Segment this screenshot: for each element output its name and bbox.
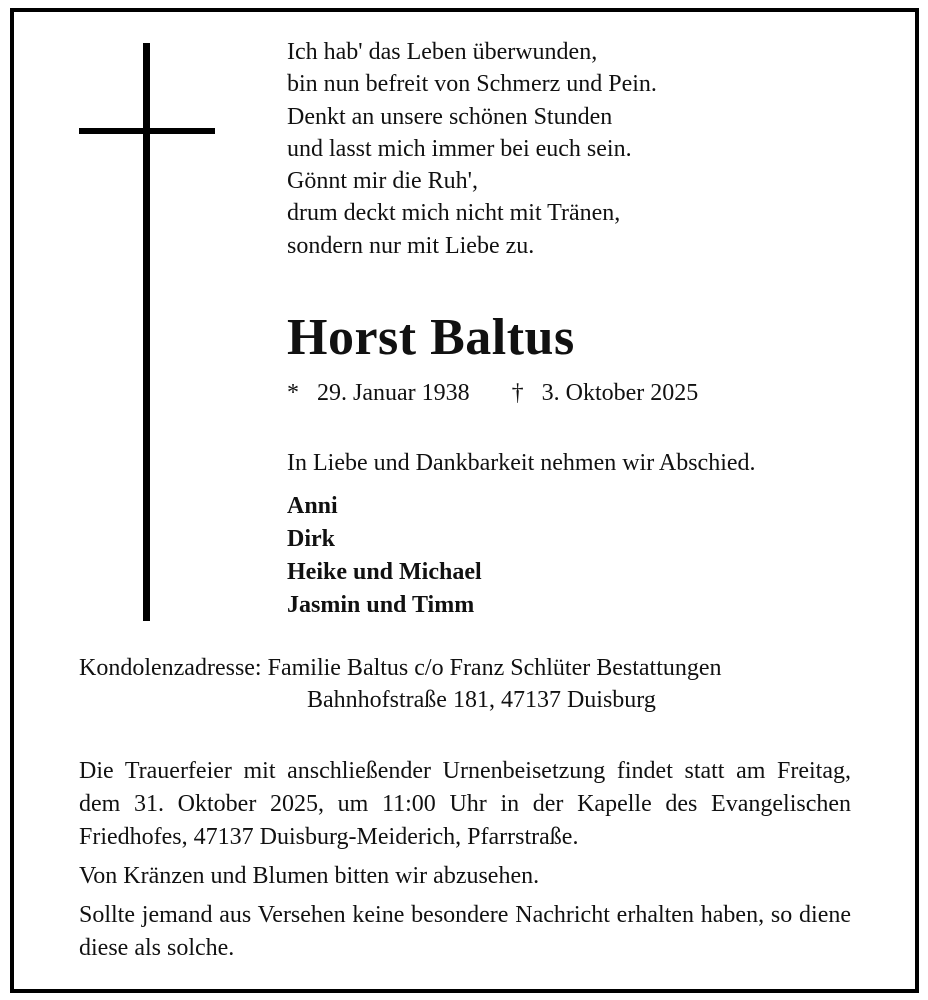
- birth-symbol: *: [287, 380, 299, 406]
- ceremony-text: Die Trauerfeier mit anschließender Urnenbeisetzung findet statt am Freitag, dem 31. Oktober 2025, um 11:00 Uhr in der Kapelle des Evangelischen Friedhofes, 47137 Duisburg-Meiderich, Pfarrstraße.: [79, 758, 851, 850]
- farewell-text: In Liebe und Dankbarkeit nehmen wir Abschied.: [287, 450, 756, 476]
- death-date: 3. Oktober 2025: [541, 380, 699, 406]
- poem-line: Gönnt mir die Ruh',: [287, 168, 478, 195]
- poem-line: bin nun befreit von Schmerz und Pein.: [287, 71, 657, 98]
- message-text: Sollte jemand aus Versehen keine besondere Nachricht erhalten haben, so diene diese als solche.: [79, 902, 851, 961]
- mourner-name: Jasmin und Timm: [287, 592, 475, 618]
- death-symbol: †: [511, 380, 524, 406]
- poem-line: sondern nur mit Liebe zu.: [287, 232, 535, 259]
- poem: [287, 36, 657, 262]
- mourner-name: Dirk: [287, 526, 335, 552]
- condolence-address: [79, 652, 722, 716]
- funeral-notice: [79, 755, 851, 971]
- mourners-list: [287, 490, 482, 622]
- poem-line: Denkt an unsere schönen Stunden: [287, 103, 613, 130]
- life-dates: [287, 380, 698, 407]
- condolence-label: Kondolenzadresse:: [79, 655, 262, 681]
- cross-icon-bar: [79, 128, 215, 134]
- deceased-name: Horst Baltus: [287, 309, 575, 366]
- condolence-line2: Bahnhofstraße 181, 47137 Duisburg: [307, 687, 656, 713]
- flowers-text: Von Kränzen und Blumen bitten wir abzusehen.: [79, 863, 540, 889]
- poem-line: und lasst mich immer bei euch sein.: [287, 135, 632, 162]
- mourner-name: Anni: [287, 493, 338, 519]
- poem-line: Ich hab' das Leben überwunden,: [287, 39, 598, 65]
- condolence-line1: Familie Baltus c/o Franz Schlüter Bestattungen: [267, 655, 722, 681]
- mourner-name: Heike und Michael: [287, 559, 482, 585]
- birth-date: 29. Januar 1938: [317, 380, 470, 406]
- poem-line: drum deckt mich nicht mit Tränen,: [287, 200, 621, 227]
